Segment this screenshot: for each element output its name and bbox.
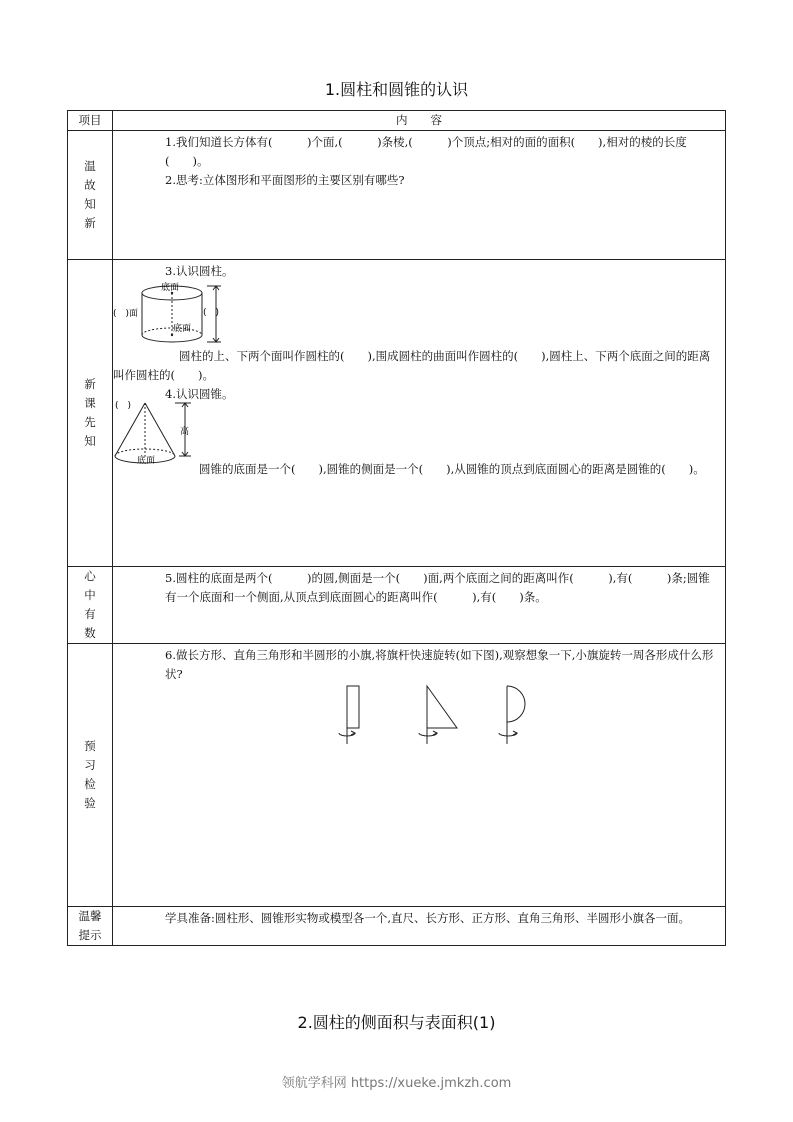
- flags-figure: [317, 684, 547, 754]
- cylinder-height-label: ( ): [203, 308, 220, 318]
- question-5: 5.圆柱的底面是两个( )的圆,侧面是一个( )面,两个底面之间的距离叫作( ),有( )条;圆锥有一个底面和一个侧面,从顶点到底面圆心的距离叫作( ),有( )条。: [165, 571, 710, 604]
- row-new: [68, 260, 726, 567]
- question-3-text: 圆柱的上、下两个面叫作圆柱的( ),围成圆柱的曲面叫作圆柱的( ),圆柱上、下两个底面之间的距离叫作圆柱的( )。: [113, 349, 711, 382]
- cylinder-bottom-label: 底面: [173, 324, 192, 334]
- cylinder-side-label: ( )面: [113, 309, 139, 319]
- label-review: 温故知新: [84, 159, 96, 230]
- label-new: 新课先知: [84, 377, 96, 448]
- table-header-row: [68, 111, 726, 131]
- tips-text: 学具准备:圆柱形、圆锥形实物或模型各一个,直尺、长方形、正方形、直角三角形、半圆形小旗各一面。: [165, 911, 691, 925]
- cylinder-top-label: 底面: [161, 283, 180, 293]
- triangle-flag-icon: [419, 686, 457, 744]
- row-tips: [68, 907, 726, 946]
- question-6: 6.做长方形、直角三角形和半圆形的小旗,将旗杆快速旋转(如下图),观察想象一下,小旗旋转一周各形成什么形状?: [165, 648, 714, 681]
- question-4-title: 4.认识圆锥。: [165, 387, 234, 401]
- label-tips: 温馨提示: [78, 909, 102, 942]
- cylinder-figure: [113, 281, 243, 345]
- footer-watermark: 领航学科网 https://xueke.jmkzh.com: [281, 1076, 512, 1091]
- semicircle-flag-icon: [499, 686, 525, 744]
- question-2: 2.思考:立体图形和平面图形的主要区别有哪些?: [165, 173, 405, 187]
- cone-height-label: 高: [180, 427, 190, 437]
- question-4-text: 圆锥的底面是一个( ),圆锥的侧面是一个( ),从圆锥的顶点到底面圆心的距离是圆锥的( )。: [199, 462, 705, 476]
- row-preview: [68, 644, 726, 907]
- cone-apex-label: ( ): [115, 401, 132, 411]
- cone-base-label: 底面: [137, 456, 156, 464]
- cone-figure: [113, 400, 223, 464]
- next-section-title: 2.圆柱的侧面积与表面积(1): [297, 1013, 496, 1032]
- page-title: 1.圆柱和圆锥的认识: [324, 80, 469, 99]
- study-table: [67, 110, 726, 946]
- rectangle-flag-icon: [339, 686, 359, 744]
- row-review: [68, 131, 726, 260]
- label-mind: 心中有数: [84, 569, 96, 640]
- label-preview: 预习检验: [84, 739, 96, 810]
- row-mind: [68, 567, 726, 644]
- header-content: 内 容: [113, 111, 726, 131]
- question-1: 1.我们知道长方体有( )个面,( )条棱,( )个顶点;相对的面的面积( ),相对的棱的长度( )。: [165, 135, 687, 168]
- header-item: 项目: [68, 111, 113, 131]
- question-3-title: 3.认识圆柱。: [165, 264, 234, 278]
